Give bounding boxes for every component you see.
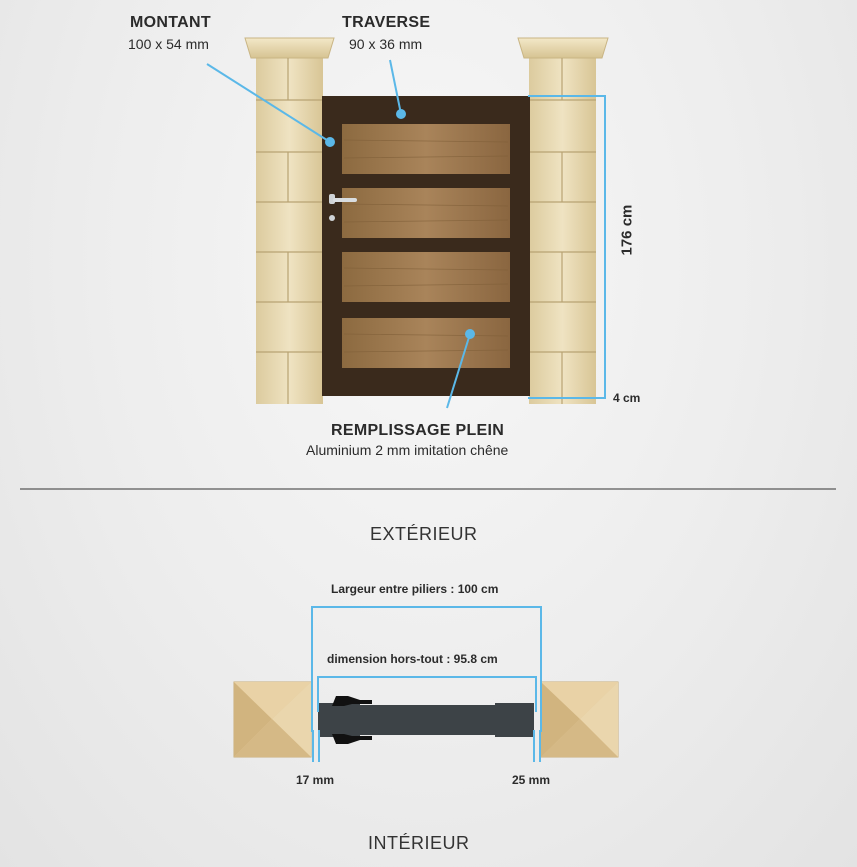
plan-pillar-right — [541, 682, 618, 757]
panel-2 — [342, 188, 510, 238]
left-pillar — [245, 38, 334, 404]
interior-label: INTÉRIEUR — [368, 833, 470, 853]
montant-dims: 100 x 54 mm — [128, 36, 209, 52]
panel-4 — [342, 318, 510, 368]
remplissage-title: REMPLISSAGE PLEIN — [331, 422, 505, 439]
right-gap-label: 25 mm — [512, 773, 551, 787]
height-label: 176 cm — [618, 204, 636, 256]
traverse-dims: 90 x 36 mm — [349, 36, 423, 52]
exterior-label: EXTÉRIEUR — [370, 524, 478, 544]
traverse-title: TRAVERSE — [342, 14, 431, 31]
panel-3 — [342, 252, 510, 302]
montant-title: MONTANT — [130, 14, 211, 31]
panel-1 — [342, 124, 510, 174]
overall-dimension: dimension hors-tout : 95.8 cm — [327, 652, 498, 666]
left-gap-label: 17 mm — [296, 773, 335, 787]
width-between-pillars: Largeur entre piliers : 100 cm — [331, 582, 499, 596]
right-pillar — [518, 38, 608, 404]
gate — [322, 96, 530, 396]
remplissage-desc: Aluminium 2 mm imitation chêne — [306, 442, 509, 458]
gap-label: 4 cm — [613, 391, 641, 405]
gate-section — [318, 696, 534, 744]
plan-pillar-left — [234, 682, 311, 757]
